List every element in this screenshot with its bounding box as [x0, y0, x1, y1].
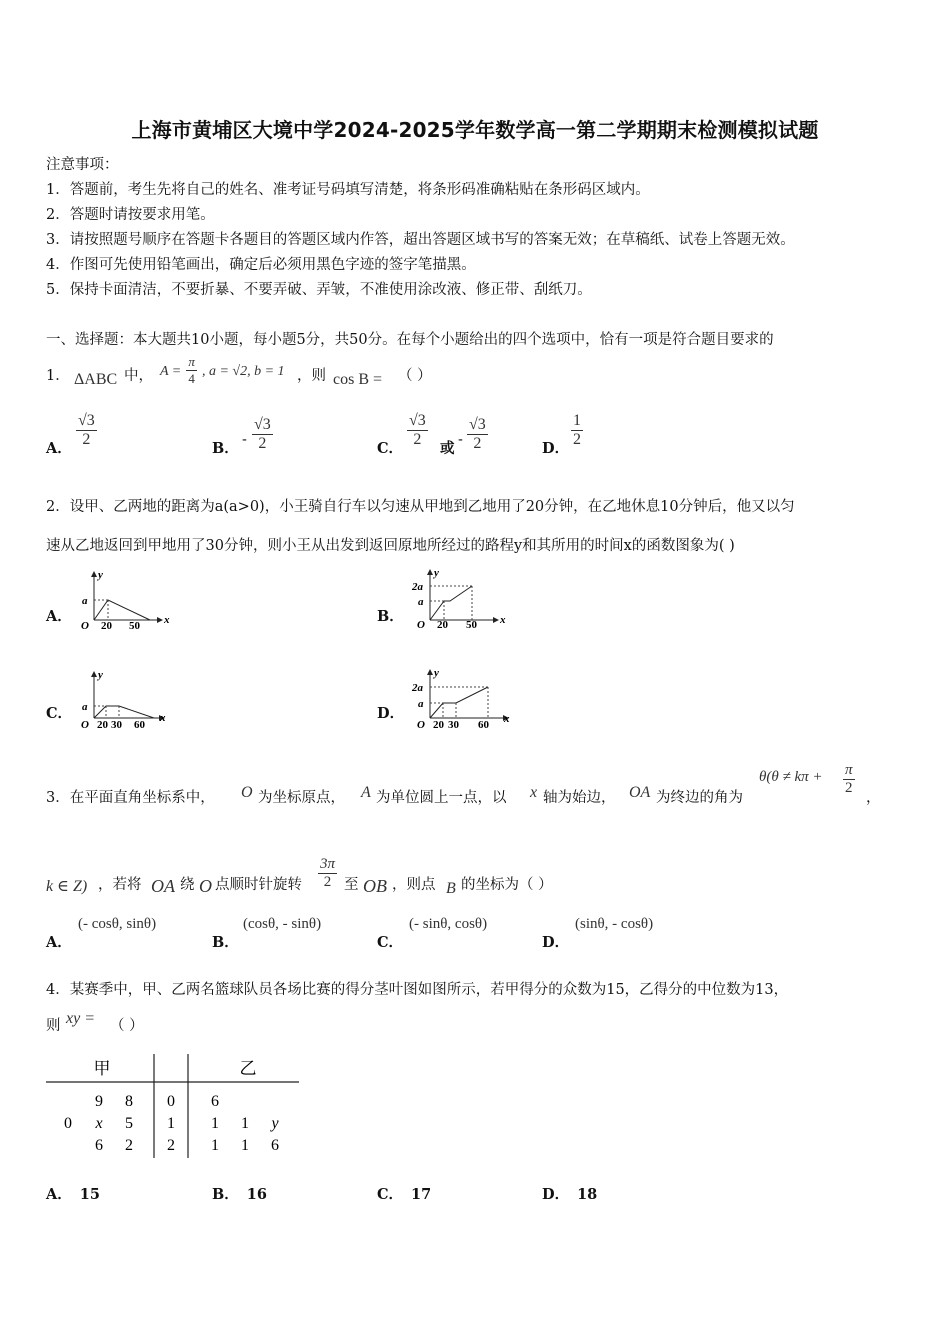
q3-line2-e: ，则点 [392, 877, 436, 893]
q2-line-2: 速从乙地返回到甲地用了30分钟，则小王从出发到返回原地所经过的路程y和其所用的时间x的函数图象为( ) [46, 538, 735, 554]
q3-ob: OB [363, 876, 387, 896]
q1-option-c-huo: 或 [440, 440, 455, 457]
leaf-left: 0 [64, 1115, 72, 1132]
q1-option-b-label: B． [212, 440, 239, 457]
q1-option-c-num1: √3 [409, 412, 426, 429]
page-title: 上海市黄埔区大境中学2024-2025学年数学高一第二学期期末检测模拟试题 [131, 118, 819, 142]
tick-20: 20 [433, 719, 444, 731]
q3-line1-b: 为坐标原点， [258, 790, 345, 806]
q1-option-d-num: 1 [573, 412, 581, 429]
q3-line2-c: 点顺时针旋转 [215, 877, 302, 893]
q1-option-b-sign: - [242, 432, 247, 448]
q1-cond-four: 4 [188, 371, 195, 386]
x-label: x [504, 713, 510, 725]
tick-50: 50 [466, 619, 477, 631]
q1-option-a-num: √3 [78, 412, 95, 429]
q4-option-b [212, 1183, 267, 1204]
tick-20: 20 [437, 619, 448, 631]
q1-option-a-den: 2 [82, 431, 91, 448]
q3-a: A [361, 784, 371, 801]
q3-line2-a: ，若将 [98, 877, 142, 893]
q1-option-c-frac1 [407, 412, 428, 449]
q1-number: 1． [46, 368, 70, 384]
q4-option-d-value: 18 [577, 1186, 598, 1203]
q3-line2-b: 绕 [180, 877, 195, 893]
stem-leaf-table [44, 1052, 304, 1160]
a-label: a [82, 595, 88, 607]
q1-option-c-num2: √3 [469, 416, 486, 433]
q1-triangle: ΔABC [74, 371, 118, 388]
y-label: y [434, 567, 439, 579]
q3-oa: OA [629, 784, 651, 801]
q3-theta-cond: θ(θ ≠ kπ + [759, 769, 823, 785]
q3-three-pi: 3π [320, 856, 336, 872]
notice-heading: 注意事项： [46, 157, 119, 173]
q3-line1-d: 轴为始边， [543, 790, 616, 806]
q4-option-a-label: A． [46, 1186, 72, 1203]
q3-line1-a: 3．在平面直角坐标系中， [46, 790, 215, 806]
a-label: a [82, 701, 88, 713]
q1-option-d-frac [571, 412, 583, 449]
q1-option-b-den: 2 [258, 435, 267, 452]
q1-cond-pi: π [188, 354, 195, 369]
a-label: a [418, 596, 424, 608]
q1-cond-a: A = [160, 364, 182, 379]
q4-option-a-value: 15 [79, 1186, 100, 1203]
tick-50: 50 [129, 620, 140, 632]
q1-option-b-frac [252, 416, 273, 453]
leaf-left: 8 [125, 1093, 133, 1110]
path-line [94, 706, 154, 718]
q4-option-c-value: 17 [411, 1186, 432, 1203]
notice-item-5: 5．保持卡面清洁，不要折暴、不要弄破、弄皱，不准使用涂改液、修正带、刮纸刀。 [46, 282, 592, 298]
q1-option-a-label: A． [46, 440, 72, 457]
q4-option-c-label: C． [377, 1186, 404, 1203]
table-row [95, 1137, 279, 1154]
two-a-label: 2a [412, 581, 423, 593]
q1-option-c-sign: - [458, 432, 463, 448]
leaf-left: x [95, 1115, 103, 1132]
q1-option-c-den2: 2 [473, 435, 482, 452]
leaf-right: 1 [241, 1115, 249, 1132]
q3-two: 2 [845, 780, 853, 796]
origin-label: O [81, 719, 89, 731]
q3-option-d-label: D． [542, 934, 570, 951]
q1-option-a-frac [76, 412, 97, 449]
q3-option-a-expr: (- cosθ, sinθ) [78, 916, 157, 932]
notice-item-3: 3．请按照题号顺序在答题卡各题目的答题区域内作答，超出答题区域书写的答案无效；在草稿纸、试卷上答题无效。 [46, 232, 795, 248]
q3-two-b: 2 [323, 874, 332, 890]
q1-ze: ，则 [297, 368, 326, 384]
q4-option-b-label: B． [212, 1186, 239, 1203]
q3-pi: π [845, 762, 853, 778]
q3-option-b-expr: (cosθ, - sinθ) [243, 916, 322, 932]
q3-kz: k ∈ Z) [46, 878, 88, 895]
notice-item-2: 2．答题时请按要求用笔。 [46, 207, 215, 223]
q3-option-c-label: C． [377, 934, 404, 951]
path-line [430, 586, 472, 620]
leaf-right: 1 [211, 1137, 219, 1154]
origin-label: O [417, 719, 425, 731]
q3-line2-f: 的坐标为（ ） [461, 877, 553, 893]
q1-zhong: 中， [124, 368, 153, 384]
q4-option-d [542, 1183, 597, 1204]
x-label: x [164, 614, 170, 626]
q2-option-c-label: C． [46, 705, 73, 722]
q2-option-d-label: D． [377, 705, 405, 722]
q1-condition [160, 354, 285, 387]
q2-option-a-label: A． [46, 608, 72, 625]
q2-option-b-label: B． [377, 608, 404, 625]
path-line [94, 600, 150, 620]
q1-cosb: cos B = [333, 371, 383, 388]
q4-paren: （ ） [110, 1018, 144, 1034]
q4-option-b-value: 16 [246, 1186, 267, 1203]
q3-oa-2: OA [151, 876, 175, 896]
q3-line2-d: 至 [344, 877, 359, 893]
q3-option-c-expr: (- sinθ, cosθ) [409, 916, 488, 932]
a-label: a [418, 698, 424, 710]
y-label: y [98, 669, 103, 681]
x-label: x [500, 614, 506, 626]
q1-option-c-frac2 [467, 416, 488, 453]
q3-x: x [530, 784, 538, 801]
leaf-right: 1 [211, 1115, 219, 1132]
origin-label: O [417, 619, 425, 631]
leaf-left: 2 [125, 1137, 133, 1154]
q1-option-c-label: C． [377, 440, 404, 457]
leaf-right: 6 [211, 1093, 219, 1110]
y-label: y [434, 667, 439, 679]
origin-label: O [81, 620, 89, 632]
section-heading: 一、选择题：本大题共10小题，每小题5分，共50分。在每个小题给出的四个选项中，恰有一项是符合题目要求的 [46, 332, 774, 348]
q3-pi-over-2 [843, 762, 855, 797]
q1-cond-rest: , a = √2, b = 1 [201, 364, 285, 379]
tick-20: 20 [101, 620, 112, 632]
stem: 1 [167, 1115, 175, 1132]
q3-o: O [241, 784, 253, 801]
table-head-jia: 甲 [93, 1059, 111, 1078]
stem: 2 [167, 1137, 175, 1154]
q4-option-a [46, 1183, 100, 1204]
q2-graph-d [408, 666, 518, 732]
leaf-left: 6 [95, 1137, 103, 1154]
q3-o-2: O [199, 876, 212, 896]
q3-line1-c: 为单位圆上一点，以 [376, 790, 507, 806]
leaf-right: 6 [271, 1137, 279, 1154]
q2-line-1: 2．设甲、乙两地的距离为a(a>0)，小王骑自行车以匀速从甲地到乙地用了20分钟，在乙地休息10分钟后，他又以匀 [46, 499, 795, 515]
leaf-right: 1 [241, 1137, 249, 1154]
table-row [95, 1093, 219, 1110]
q1-option-c-den1: 2 [413, 431, 422, 448]
x-label: x [160, 712, 166, 724]
leaf-left: 5 [125, 1115, 133, 1132]
q3-three-pi-over-2 [318, 856, 337, 891]
table-head-yi: 乙 [239, 1059, 257, 1078]
y-label: y [98, 569, 103, 581]
q3-option-d-expr: (sinθ, - cosθ) [575, 916, 654, 932]
q2-graph-c [74, 668, 174, 732]
q1-cond-frac [186, 354, 197, 387]
q4-xy: xy = [66, 1010, 95, 1027]
q2-graph-b [408, 566, 508, 632]
tick-30: 30 [448, 719, 459, 731]
q2-graph-a [74, 568, 174, 632]
q3-b: B [446, 880, 456, 897]
q3-option-b-label: B． [212, 934, 239, 951]
leaf-right: y [271, 1115, 279, 1132]
q3-line1-e: 为终边的角为 [656, 790, 743, 806]
q1-paren: （ ） [398, 368, 432, 384]
q4-option-d-label: D． [542, 1186, 570, 1203]
q4-option-c [377, 1183, 431, 1204]
table-row [64, 1115, 279, 1132]
q1-option-d-den: 2 [573, 431, 581, 448]
tick-60: 60 [478, 719, 489, 731]
notice-item-1: 1．答题前，考生先将自己的姓名、准考证号码填写清楚，将条形码准确粘贴在条形码区域内。 [46, 182, 650, 198]
q1-option-b-num: √3 [254, 416, 271, 433]
q4-line-1: 4．某赛季中，甲、乙两名篮球队员各场比赛的得分茎叶图如图所示，若甲得分的众数为15，乙得分的中位数为13， [46, 982, 789, 998]
two-a-label: 2a [412, 682, 423, 694]
q4-ze: 则 [46, 1018, 61, 1034]
notice-item-4: 4．作图可先使用铅笔画出，确定后必须用黑色字迹的签字笔描黑。 [46, 257, 476, 273]
q3-option-a-label: A． [46, 934, 72, 951]
stem: 0 [167, 1093, 175, 1110]
q3-comma: ， [866, 790, 881, 806]
leaf-left: 9 [95, 1093, 103, 1110]
tick-60: 60 [134, 719, 145, 731]
q1-option-d-label: D． [542, 440, 570, 457]
tick-30: 30 [111, 719, 122, 731]
tick-20: 20 [97, 719, 108, 731]
